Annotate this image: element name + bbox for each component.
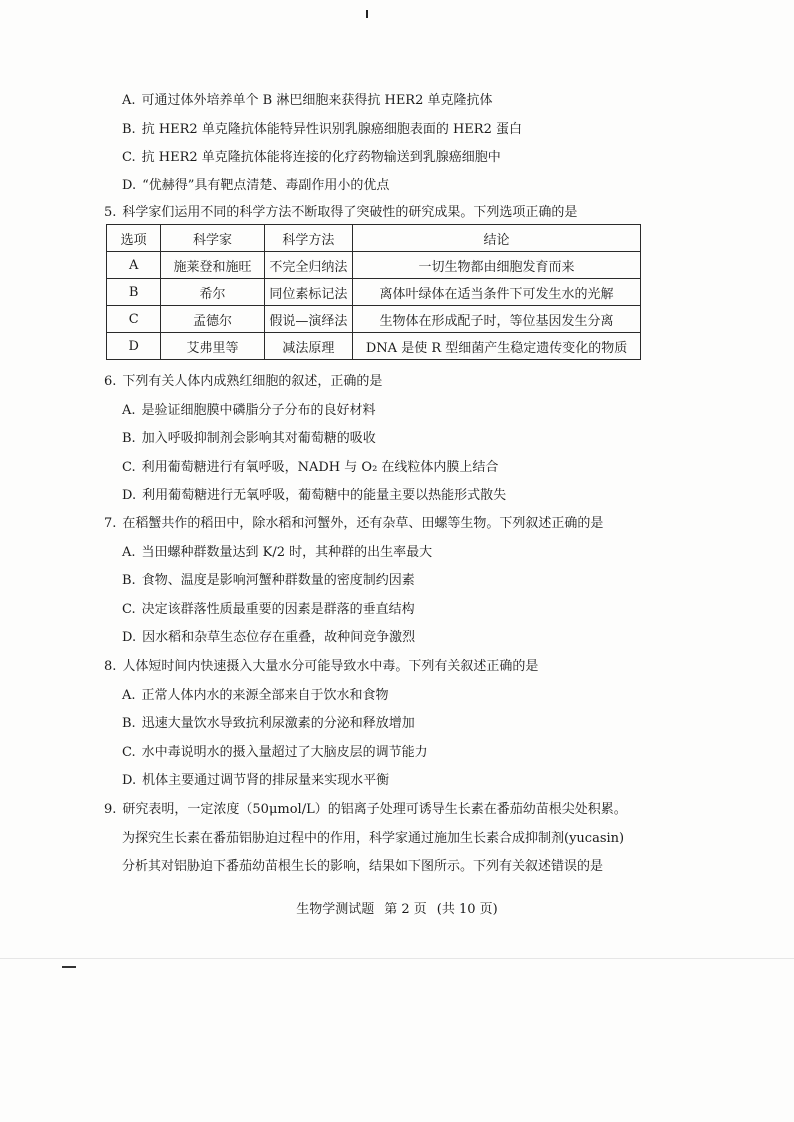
question-number: 6.: [104, 374, 117, 389]
option-text: 决定该群落性质最重要的因素是群落的垂直结构: [141, 602, 415, 617]
table-cell: D: [107, 333, 161, 360]
table-row: [107, 279, 641, 306]
question-text: 在稻蟹共作的稻田中，除水稻和河蟹外，还有杂草、田螺等生物。下列叙述正确的是: [122, 516, 604, 531]
option-text: 抗 HER2 单克隆抗体能特异性识别乳腺癌细胞表面的 HER2 蛋白: [141, 122, 522, 137]
table-cell: 施莱登和施旺: [161, 252, 264, 279]
option-text: 当田螺种群数量达到 K/2 时，其种群的出生率最大: [141, 545, 433, 560]
question-number: 8.: [104, 659, 117, 674]
q4-option-a: [122, 91, 493, 111]
option-text: 抗 HER2 单克隆抗体能将连接的化疗药物输送到乳腺癌细胞中: [141, 150, 501, 165]
table-header-cell: 结论: [353, 225, 641, 252]
q9-stem-line-2: [122, 829, 624, 849]
table-cell: 假说—演绎法: [264, 306, 353, 333]
page-footer: [0, 900, 794, 920]
question-text: 科学家们运用不同的科学方法不断取得了突破性的研究成果。下列选项正确的是: [122, 205, 578, 220]
q9-stem-line-1: [104, 800, 627, 820]
q9-stem-line-3: [122, 857, 603, 877]
q6-option-b: [122, 429, 376, 449]
question-text: 研究表明，一定浓度（50μmol/L）的铝离子处理可诱导生长素在番茄幼苗根尖处积累。: [122, 802, 627, 817]
q7-option-d: [122, 628, 415, 648]
table-cell: 离体叶绿体在适当条件下可发生水的光解: [353, 279, 641, 306]
option-text: 利用葡萄糖进行有氧呼吸，NADH 与 O₂ 在线粒体内膜上结合: [141, 460, 499, 475]
table-row: [107, 252, 641, 279]
option-label: A.: [122, 93, 136, 108]
question-number: 5.: [104, 205, 117, 220]
q8-option-c: [122, 743, 428, 763]
table-cell: 一切生物都由细胞发育而来: [353, 252, 641, 279]
q7-option-b: [122, 571, 415, 591]
table-cell: 生物体在形成配子时，等位基因发生分离: [353, 306, 641, 333]
option-text: 加入呼吸抑制剂会影响其对葡萄糖的吸收: [141, 431, 376, 446]
option-label: D.: [122, 630, 137, 645]
table-header-cell: 科学家: [161, 225, 264, 252]
q5-table: [106, 224, 641, 360]
option-label: B.: [122, 431, 136, 446]
option-label: D.: [122, 488, 137, 503]
option-label: C.: [122, 150, 136, 165]
scan-mark: [366, 10, 368, 18]
question-text: 人体短时间内快速摄入大量水分可能导致水中毒。下列有关叙述正确的是: [122, 659, 539, 674]
option-text: 可通过体外培养单个 B 淋巴细胞来获得抗 HER2 单克隆抗体: [141, 93, 493, 108]
table-header-cell: 选项: [107, 225, 161, 252]
table-cell: 减法原理: [264, 333, 353, 360]
q4-option-c: [122, 148, 501, 168]
table-cell: 不完全归纳法: [264, 252, 353, 279]
q8-option-b: [122, 714, 415, 734]
option-label: B.: [122, 716, 136, 731]
option-text: 迅速大量饮水导致抗利尿激素的分泌和释放增加: [141, 716, 415, 731]
table-cell: DNA 是使 R 型细菌产生稳定遗传变化的物质: [353, 333, 641, 360]
option-label: A.: [122, 403, 136, 418]
table-row: [107, 306, 641, 333]
page-fold-line: [0, 958, 794, 959]
question-number: 9.: [104, 802, 117, 817]
table-cell: B: [107, 279, 161, 306]
question-text: 下列有关人体内成熟红细胞的叙述，正确的是: [122, 374, 383, 389]
q6-option-c: [122, 458, 498, 478]
q5-stem: [104, 203, 577, 223]
option-text: 是验证细胞膜中磷脂分子分布的良好材料: [141, 403, 376, 418]
option-label: D.: [122, 178, 137, 193]
q7-stem: [104, 514, 603, 534]
option-text: 因水稻和杂草生态位存在重叠，故种间竞争激烈: [142, 630, 416, 645]
option-text: “优赫得”具有靶点清楚、毒副作用小的优点: [142, 178, 390, 193]
question-text: 分析其对铝胁迫下番茄幼苗根生长的影响，结果如下图所示。下列有关叙述错误的是: [122, 859, 604, 874]
table-cell: A: [107, 252, 161, 279]
footer-page-number: 第 2 页: [384, 902, 427, 917]
option-text: 利用葡萄糖进行无氧呼吸，葡萄糖中的能量主要以热能形式散失: [142, 488, 507, 503]
option-label: B.: [122, 122, 136, 137]
footer-subject: 生物学测试题: [296, 902, 375, 917]
question-text: 为探究生长素在番茄铝胁迫过程中的作用，科学家通过施加生长素合成抑制剂(yucasin): [122, 831, 625, 846]
footer-page-total: (共 10 页): [436, 902, 498, 917]
scan-mark: [62, 966, 76, 968]
option-label: C.: [122, 602, 136, 617]
q4-option-b: [122, 120, 522, 140]
q8-option-a: [122, 686, 389, 706]
question-number: 7.: [104, 516, 117, 531]
q7-option-c: [122, 600, 415, 620]
table-cell: 同位素标记法: [264, 279, 353, 306]
option-label: A.: [122, 688, 136, 703]
table-header-row: [107, 225, 641, 252]
table-cell: 希尔: [161, 279, 264, 306]
q8-option-d: [122, 771, 389, 791]
option-text: 水中毒说明水的摄入量超过了大脑皮层的调节能力: [141, 745, 428, 760]
option-label: D.: [122, 773, 137, 788]
q7-option-a: [122, 543, 432, 563]
q8-stem: [104, 657, 538, 677]
q4-option-d: [122, 176, 389, 196]
option-label: C.: [122, 745, 136, 760]
table-cell: C: [107, 306, 161, 333]
table-cell: 艾弗里等: [161, 333, 264, 360]
q6-option-d: [122, 486, 506, 506]
option-label: A.: [122, 545, 136, 560]
option-text: 食物、温度是影响河蟹种群数量的密度制约因素: [141, 573, 415, 588]
option-label: C.: [122, 460, 136, 475]
q6-option-a: [122, 401, 376, 421]
table-row: [107, 333, 641, 360]
table-cell: 孟德尔: [161, 306, 264, 333]
q6-stem: [104, 372, 382, 392]
option-label: B.: [122, 573, 136, 588]
option-text: 机体主要通过调节肾的排尿量来实现水平衡: [142, 773, 390, 788]
table-header-cell: 科学方法: [264, 225, 353, 252]
option-text: 正常人体内水的来源全部来自于饮水和食物: [141, 688, 389, 703]
